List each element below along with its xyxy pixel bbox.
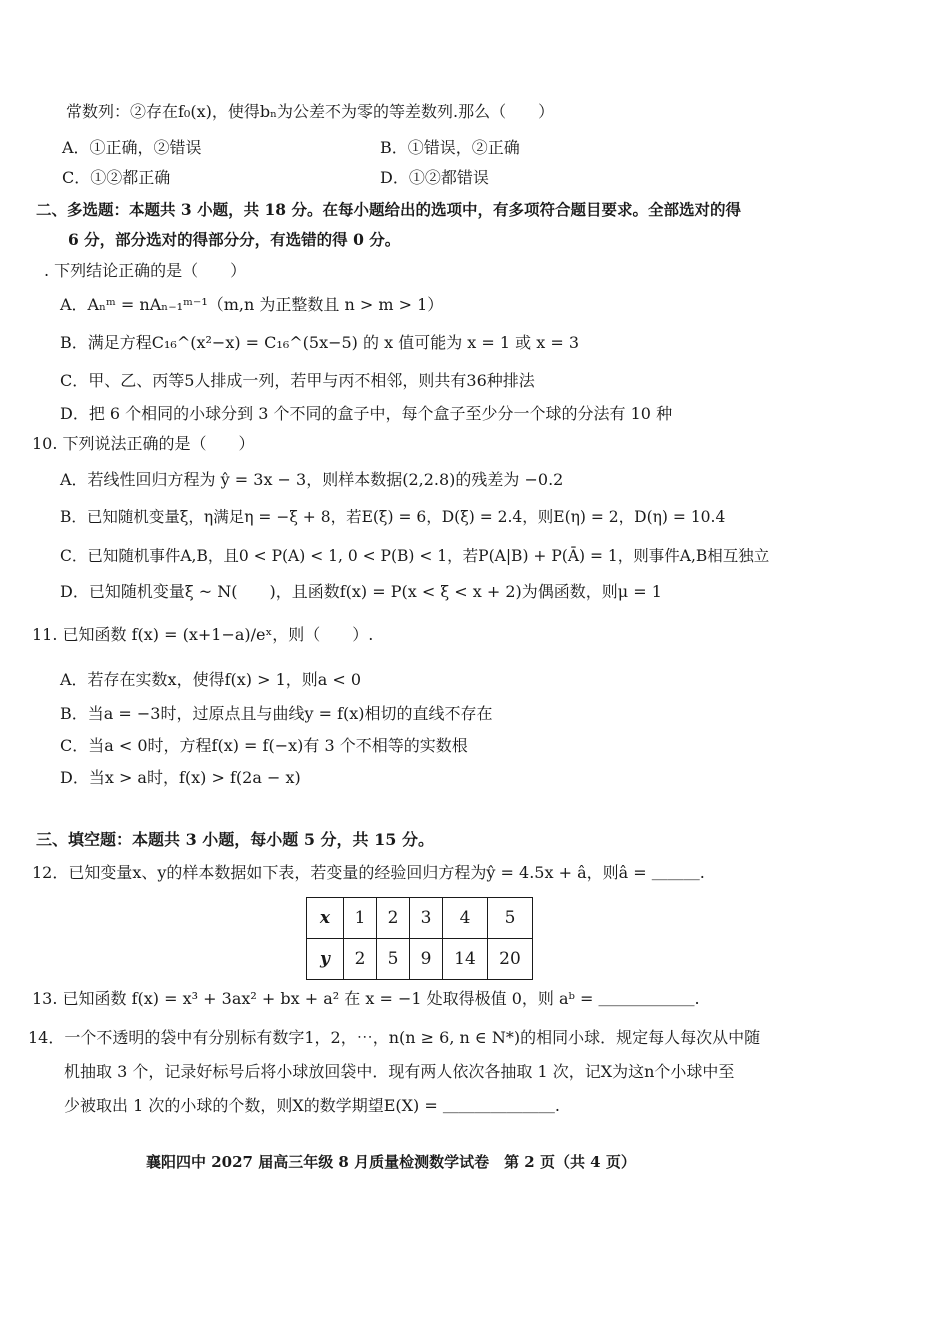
page-footer: 襄阳四中 2027 届高三年级 8 月质量检测数学试卷 第 2 页（共 4 页） xyxy=(146,1153,636,1171)
table-row-x xyxy=(307,898,533,939)
q10-option-b: B．已知随机变量ξ，η满足η = −ξ + 8，若E(ξ) = 6，D(ξ) = 2.4，则E(η) = 2，D(η) = 10.4 xyxy=(60,508,726,526)
q14-stem: 14．一个不透明的袋中有分别标有数字1，2，⋯，n(n ≥ 6, n ∈ N*)的相同小球．规定每人每次从中随 xyxy=(28,1028,761,1047)
q14-stem-cont: 机抽取 3 个，记录好标号后将小球放回袋中．现有两人依次各抽取 1 次，记X为这n个小球中至 xyxy=(64,1062,735,1081)
table-cell: 5 xyxy=(488,898,533,939)
table-cell: 20 xyxy=(488,939,533,980)
q8-option-c: C．①②都正确 xyxy=(62,168,171,187)
table-cell: 9 xyxy=(410,939,443,980)
q9-stem: . 下列结论正确的是（ ） xyxy=(44,261,247,280)
q11-option-a: A．若存在实数x，使得f(x) > 1，则a < 0 xyxy=(60,670,362,689)
q9-option-c: C．甲、乙、丙等5人排成一列，若甲与丙不相邻，则共有36种排法 xyxy=(60,371,535,390)
section-2-title-cont: 6 分，部分选对的得部分分，有选错的得 0 分。 xyxy=(68,230,401,249)
q12-stem: 12．已知变量x、y的样本数据如下表，若变量的经验回归方程为ŷ = 4.5x + â，则â = ＿＿＿. xyxy=(32,863,705,882)
table-cell: 4 xyxy=(443,898,488,939)
table-cell: 14 xyxy=(443,939,488,980)
table-cell: 2 xyxy=(344,939,377,980)
q10-stem: 10. 下列说法正确的是（ ） xyxy=(32,434,255,453)
sample-data-table xyxy=(306,897,533,980)
q11-stem: 11. 已知函数 f(x) = (x+1−a)/eˣ，则（ ）. xyxy=(32,625,374,644)
table-cell: 1 xyxy=(344,898,377,939)
q11-option-d: D．当x > a时，f(x) > f(2a − x) xyxy=(60,768,301,787)
q8-option-d: D．①②都错误 xyxy=(380,168,489,187)
q10-option-d: D．已知随机变量ξ ~ N( )，且函数f(x) = P(x < ξ < x + 2)为偶函数，则μ = 1 xyxy=(60,582,662,601)
q11-option-b: B．当a = −3时，过原点且与曲线y = f(x)相切的直线不存在 xyxy=(60,704,493,723)
q13-stem: 13. 已知函数 f(x) = x³ + 3ax² + bx + a² 在 x = −1 处取得极值 0，则 aᵇ = ＿＿＿＿＿＿. xyxy=(32,989,700,1008)
table-header-y: y xyxy=(307,939,344,980)
q11-option-c: C．当a < 0时，方程f(x) = f(−x)有 3 个不相等的实数根 xyxy=(60,736,468,755)
section-3-title: 三、填空题：本题共 3 小题，每小题 5 分，共 15 分。 xyxy=(36,830,434,849)
q8-continuation: 常数列：②存在f₀(x)，使得bₙ为公差不为零的等差数列.那么（ ） xyxy=(66,102,555,121)
table-cell: 2 xyxy=(377,898,410,939)
q8-option-b: B．①错误，②正确 xyxy=(380,138,520,157)
table-row-y xyxy=(307,939,533,980)
q10-option-a: A．若线性回归方程为 ŷ = 3x − 3，则样本数据(2,2.8)的残差为 −0.2 xyxy=(60,470,564,489)
q8-option-a: A．①正确，②错误 xyxy=(62,138,202,157)
table-cell: 5 xyxy=(377,939,410,980)
q10-option-c: C．已知随机事件A,B，且0 < P(A) < 1, 0 < P(B) < 1，若P(A|B) + P(Ā) = 1，则事件A,B相互独立 xyxy=(60,547,770,565)
q9-option-d: D．把 6 个相同的小球分到 3 个不同的盒子中，每个盒子至少分一个球的分法有 10 种 xyxy=(60,404,673,423)
table-header-x: x xyxy=(307,898,344,939)
q9-option-b: B．满足方程C₁₆^(x²−x) = C₁₆^(5x−5) 的 x 值可能为 x = 1 或 x = 3 xyxy=(60,333,580,352)
table-cell: 3 xyxy=(410,898,443,939)
section-2-title: 二、多选题：本题共 3 小题，共 18 分。在每小题给出的选项中，有多项符合题目要求。全部选对的得 xyxy=(36,200,741,219)
q14-stem-cont2: 少被取出 1 次的小球的个数，则X的数学期望E(X) = ＿＿＿＿＿＿＿. xyxy=(64,1096,560,1115)
q9-option-a: A．Aₙᵐ = nAₙ₋₁ᵐ⁻¹（m,n 为正整数且 n > m > 1） xyxy=(60,295,444,314)
